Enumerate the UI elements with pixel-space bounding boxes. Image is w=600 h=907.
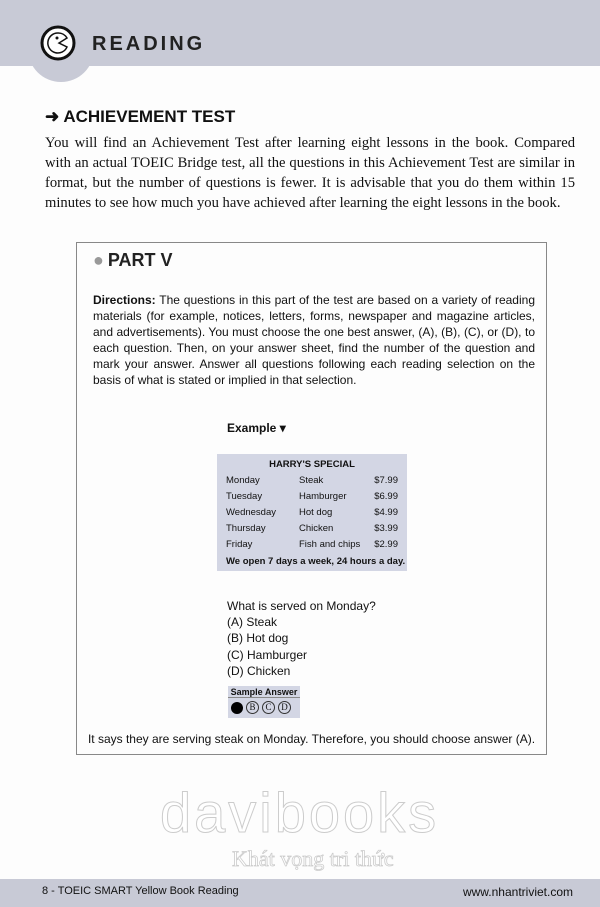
footer-band xyxy=(0,879,600,907)
arrow-icon: ➜ xyxy=(45,107,60,126)
footer-page-info: 8 - TOEIC SMART Yellow Book Reading xyxy=(42,885,239,897)
answer-bubble: B xyxy=(246,701,259,714)
menu-price: $6.99 xyxy=(374,491,398,502)
menu-table xyxy=(217,454,407,571)
menu-day: Thursday xyxy=(226,523,266,534)
option: (C) Hamburger xyxy=(227,647,308,662)
footer-url: www.nhantriviet.com xyxy=(462,885,573,899)
menu-price: $2.99 xyxy=(374,539,398,550)
sample-answer xyxy=(228,686,300,718)
section-title-text: ACHIEVEMENT TEST xyxy=(63,107,236,126)
sample-answer-label: Sample Answer xyxy=(228,686,300,698)
part-title-text: PART V xyxy=(107,250,173,270)
menu-dish: Steak xyxy=(299,475,324,486)
menu-dish: Fish and chips xyxy=(299,539,361,550)
section-header-title: READING xyxy=(92,33,206,55)
answer-bubble-filled xyxy=(231,702,243,714)
question-block xyxy=(227,598,376,679)
question-text: What is served on Monday? xyxy=(227,599,376,613)
menu-footer: We open 7 days a week, 24 hours a day. xyxy=(226,556,406,567)
example-label: Example ▾ xyxy=(227,421,286,435)
menu-dish: Chicken xyxy=(299,523,334,534)
menu-price: $7.99 xyxy=(374,475,398,486)
section-title xyxy=(45,107,235,127)
part-title xyxy=(93,250,173,271)
pacman-face-icon xyxy=(40,25,76,61)
option: (D) Chicken xyxy=(227,663,291,678)
menu-day: Wednesday xyxy=(226,507,276,518)
directions xyxy=(93,292,535,388)
conclusion: It says they are serving steak on Monday. Therefore, you should choose answer (A). xyxy=(87,732,536,746)
menu-price: $3.99 xyxy=(374,523,398,534)
watermark-slogan: Khát vọng tri thức xyxy=(232,846,394,871)
menu-price: $4.99 xyxy=(374,507,398,518)
menu-day: Friday xyxy=(226,539,253,550)
directions-label: Directions: xyxy=(93,293,156,307)
watermark-brand: davibooks xyxy=(160,781,440,844)
bullet-icon: ● xyxy=(93,250,104,270)
option: (A) Steak xyxy=(227,615,278,630)
answer-bubble: C xyxy=(262,701,275,714)
option: (B) Hot dog xyxy=(227,631,289,646)
answer-bubble: D xyxy=(278,701,291,714)
menu-day: Monday xyxy=(226,475,260,486)
menu-dish: Hamburger xyxy=(299,491,347,502)
menu-day: Tuesday xyxy=(226,491,263,502)
intro-paragraph: You will find an Achievement Test after learning eight lessons in the book. Compared with an actual TOEIC Bridge test, all the questions in this Achievement Test are similar in format, but the number of questions is fewer. It is advisable that you do them within 15 minutes to see how much you have achieved after learning the eight lessons in the book. xyxy=(45,135,575,211)
menu-dish: Hot dog xyxy=(299,507,333,518)
menu-title: HARRY'S SPECIAL xyxy=(269,459,355,470)
directions-text: The questions in this part of the test are based on a variety of reading materials (for example, notices, letters, forms, newspaper and magazine articles, and advertisements). You must choose the one best answer, (A), (B), (C), or (D), to each question. Then, on your answer sheet, find the number of the question and mark your answer. Answer all questions following each reading selection on the basis of what is stated or implied in that selection. xyxy=(93,293,535,387)
